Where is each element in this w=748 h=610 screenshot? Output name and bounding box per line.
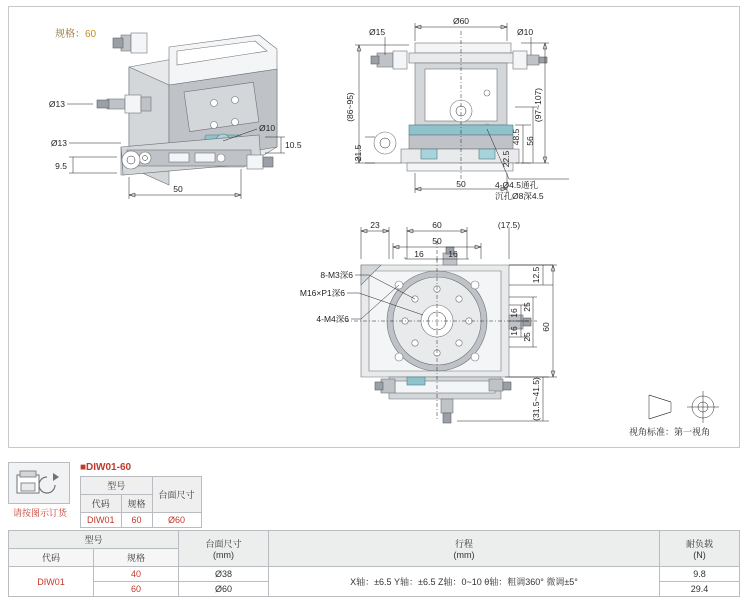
- dim-front-d13-b: Ø13: [50, 138, 67, 148]
- drawing-panel: [8, 6, 740, 448]
- order-icon: [8, 462, 70, 504]
- dim-side-86-95: (86~95): [345, 92, 355, 122]
- spec-header-table-size: [179, 531, 269, 567]
- spec-row-spec-60: 60: [94, 582, 179, 597]
- spec-row-load-60: 29.4: [660, 582, 740, 597]
- dim-top-17-5: (17.5): [497, 220, 521, 230]
- order-title-text: DIW01-60: [86, 462, 132, 473]
- callout-4-45-through: 4-Ø4.5通孔: [495, 180, 538, 190]
- order-block: [8, 462, 258, 525]
- side-view: [345, 16, 569, 201]
- dim-top-16-d: 16: [509, 326, 519, 336]
- spec-header-load: [660, 531, 740, 567]
- spec-label-prefix: 规格：: [55, 29, 85, 40]
- spec-subheader-code: 代码: [9, 549, 94, 567]
- dim-top-16-b: 16: [448, 249, 458, 259]
- spec-header-model: 型号: [9, 531, 179, 549]
- order-header-code: 代码: [81, 495, 122, 513]
- dim-top-16-a: 16: [414, 249, 424, 259]
- spec-header-travel-l2: (mm): [453, 550, 475, 560]
- dim-side-48-5: 48.5: [511, 128, 521, 146]
- dim-top-12-5: 12.5: [531, 266, 541, 284]
- order-value-spec: 60: [121, 513, 152, 528]
- dim-top-25-a: 25: [522, 302, 532, 312]
- dim-side-97-107: (97~107): [533, 87, 543, 123]
- spec-row-spec-40: 40: [94, 567, 179, 582]
- dim-front-10-5: 10.5: [285, 140, 302, 150]
- spec-table: [8, 530, 740, 597]
- spec-row-code: DIW01: [9, 567, 94, 597]
- callout-8-m3: 8-M3深6: [320, 270, 353, 280]
- callout-4-m4: 4-M4深6: [316, 314, 349, 324]
- spec-header-travel: [269, 531, 660, 567]
- dim-front-d13-a: Ø13: [48, 99, 65, 109]
- spec-row-size-60: Ø60: [179, 582, 269, 597]
- spec-header-load-l2: (N): [693, 550, 706, 560]
- top-view: [300, 220, 557, 423]
- order-value-size: Ø60: [152, 513, 201, 528]
- dim-side-21-5: 21.5: [353, 144, 363, 162]
- spec-row-size-40: Ø38: [179, 567, 269, 582]
- technical-drawing: [9, 7, 741, 449]
- dim-side-50: 50: [456, 179, 466, 189]
- spec-label-value: 60: [85, 29, 97, 40]
- dim-top-50: 50: [432, 236, 442, 246]
- order-value-code: DIW01: [81, 513, 122, 528]
- dim-side-d60: Ø60: [452, 16, 470, 26]
- order-header-size: 台面尺寸: [152, 477, 201, 513]
- spec-header-table-size-l1: 台面尺寸: [205, 539, 242, 549]
- dim-side-22-5: 22.5: [501, 150, 511, 168]
- dim-top-23: 23: [370, 220, 380, 230]
- spec-header-table-size-l2: (mm): [213, 550, 234, 560]
- dim-front-9-5: 9.5: [55, 161, 67, 171]
- order-title: ■DIW01-60: [80, 462, 132, 473]
- front-view: [49, 33, 302, 199]
- dim-top-60-right: 60: [541, 322, 551, 332]
- spec-row-load-40: 9.8: [660, 567, 740, 582]
- table-row: [9, 567, 740, 582]
- dim-top-60: 60: [432, 220, 442, 230]
- dim-front-d10: Ø10: [259, 123, 276, 133]
- spec-table-wrap: [8, 530, 740, 597]
- dim-front-50: 50: [173, 184, 183, 194]
- view-standard-note: 视角标准：第一视角: [629, 427, 711, 437]
- dim-side-d15: Ø15: [369, 27, 386, 37]
- dim-top-25-b: 25: [522, 332, 532, 342]
- spec-subheader-spec: 规格: [94, 549, 179, 567]
- order-header-spec: 规格: [121, 495, 152, 513]
- dim-top-31-5-41-5: (31.5~41.5): [531, 377, 541, 421]
- spec-header-load-l1: 耐负载: [685, 539, 713, 549]
- callout-counterbore: 沉孔Ø8深4.5: [495, 191, 544, 201]
- order-note: 请按图示订货: [12, 508, 67, 518]
- projection-symbol: [649, 391, 719, 423]
- spec-row-travel: X轴：±6.5 Y轴：±6.5 Z轴：0~10 θ轴：粗调360° 微调±5°: [269, 567, 660, 597]
- spec-header-travel-l1: 行程: [454, 539, 473, 549]
- dim-side-d10: Ø10: [517, 27, 534, 37]
- order-table: [80, 476, 202, 528]
- dim-side-56: 56: [525, 136, 535, 146]
- order-header-group: 型号: [81, 477, 153, 495]
- dim-top-16-c: 16: [509, 308, 519, 318]
- callout-m16-p1: M16×P1深6: [299, 288, 345, 298]
